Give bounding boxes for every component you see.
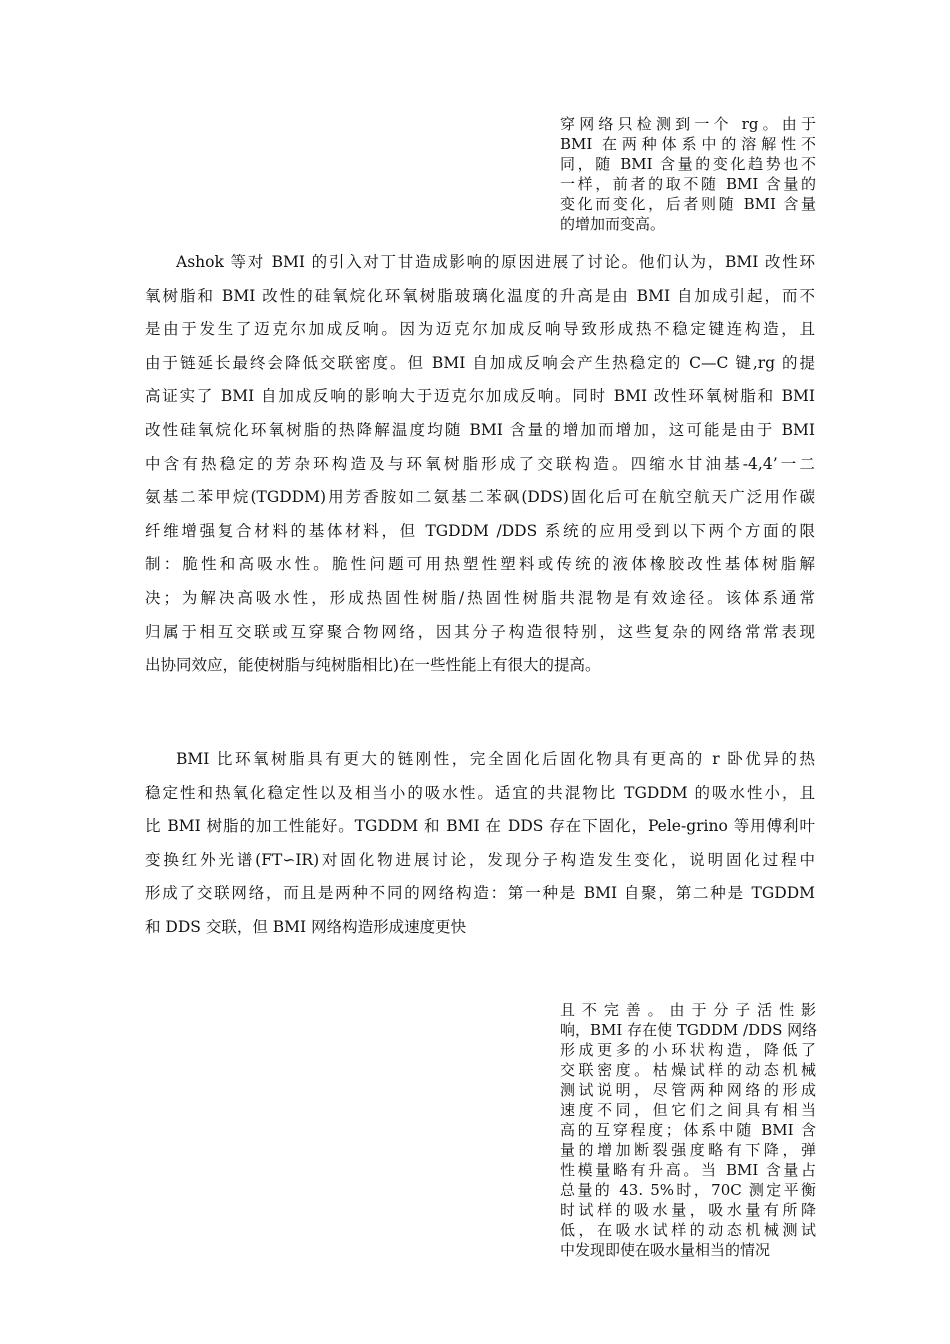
text-line: 同，随 BMI 含量的变化趋势也不 — [560, 155, 816, 173]
text-line: BMI 在两种体系中的溶解性不 — [560, 135, 816, 153]
text-line: 氧树脂和 BMI 改性的硅氧烷化环氧树脂玻璃化温度的升高是由 BMI 自加成引起，而不 — [145, 286, 815, 305]
text-line: 氨基二苯甲烷(TGDDM)用芳香胺如二氨基二苯砜(DDS)固化后可在航空航天广泛用作碳 — [145, 488, 815, 507]
paragraph-2 — [145, 743, 815, 945]
text-line: 制：脆性和高吸水性。脆性问题可用热塑性塑料或传统的液体橡胶改性基体树脂解 — [145, 555, 815, 574]
text-line: 低，在吸水试样的动态机械测试 — [560, 1221, 816, 1239]
bottom-column-text — [560, 1000, 816, 1260]
text-line: 测试说明，尽管两种网络的形成 — [560, 1081, 816, 1099]
text-line: 形成了交联网络，而且是两种不同的网络构造：第一种是 BMI 自聚，第二种是 TGDDM — [145, 884, 815, 903]
text-line: 形成更多的小环状构造，降低了 — [560, 1041, 816, 1059]
text-line: 响，BMI 存在使 TGDDM /DDS 网络 — [560, 1021, 818, 1039]
text-line: 且不完善。由于分子活性影 — [560, 1001, 816, 1019]
text-line: 和 DDS 交联，但 BMI 网络构造形成速度更快 — [145, 917, 467, 936]
text-line: 变换红外光谱(FT∽IR)对固化物进展讨论，发现分子构造发生变化，说明固化过程中 — [145, 850, 815, 869]
text-line: Ashok 等对 BMI 的引入对丁甘造成影响的原因进展了讨论。他们认为，BMI 改性环 — [176, 253, 815, 271]
paragraph-1 — [145, 246, 815, 683]
text-line: 性模量略有升高。当 BMI 含量占 — [560, 1161, 816, 1179]
text-line: 稳定性和热氧化稳定性以及相当小的吸水性。适宜的共混物比 TGDDM 的吸水性小，且 — [145, 783, 815, 802]
text-line: 纤维增强复合材料的基体材料，但 TGDDM /DDS 系统的应用受到以下两个方面的限 — [145, 521, 815, 540]
text-line: 比 BMI 树脂的加工性能好。TGDDM 和 BMI 在 DDS 存在下固化，Pele-grino 等用傅利叶 — [145, 817, 815, 836]
text-line: 高的互穿程度；体系中随 BMI 含 — [560, 1121, 816, 1139]
text-line: 是由于发生了迈克尔加成反响。因为迈克尔加成反响导致形成热不稳定键连构造，且 — [145, 320, 815, 339]
text-line: 一样，前者的取不随 BMI 含量的 — [560, 175, 816, 193]
text-line: 决；为解决高吸水性，形成热固性树脂/热固性树脂共混物是有效途径。该体系通常 — [145, 588, 815, 607]
text-line: 出协同效应，能使树脂与纯树脂相比)在一些性能上有很大的提高。 — [145, 656, 601, 675]
text-line: 穿网络只检测到一个 rg。由于 — [560, 115, 816, 133]
text-line: 总量的 43. 5%时，70C 测定平衡 — [560, 1181, 816, 1199]
text-line: 中发现即使在吸水量相当的情况 — [560, 1241, 771, 1259]
text-line: 变化而变化，后者则随 BMI 含量 — [560, 195, 816, 213]
text-line: 交联密度。枯燥试样的动态机械 — [560, 1061, 816, 1079]
top-column-text — [560, 114, 816, 234]
text-line: 的增加而变高。 — [560, 215, 666, 233]
text-line: BMI 比环氧树脂具有更大的链刚性，完全固化后固化物具有更高的 r 卧优异的热 — [176, 750, 815, 768]
text-line: 由于链延长最终会降低交联密度。但 BMI 自加成反响会产生热稳定的 C—C 键,rg 的提 — [145, 353, 815, 372]
text-line: 中含有热稳定的芳杂环构造及与环氧树脂形成了交联构造。四缩水甘油基-4,4’一二 — [145, 454, 815, 473]
text-line: 量的增加断裂强度略有下降，弹 — [560, 1141, 816, 1159]
text-line: 高证实了 BMI 自加成反响的影响大于迈克尔加成反响。同时 BMI 改性环氧树脂和 BMI — [145, 387, 815, 406]
text-line: 速度不同，但它们之间具有相当 — [560, 1101, 816, 1119]
text-line: 改性硅氧烷化环氧树脂的热降解温度均随 BMI 含量的增加而增加，这可能是由于 BMI — [145, 420, 815, 439]
text-line: 时试样的吸水量，吸水量有所降 — [560, 1201, 816, 1219]
text-line: 归属于相互交联或互穿聚合物网络，因其分子构造很特别，这些复杂的网络常常表现 — [145, 622, 815, 641]
